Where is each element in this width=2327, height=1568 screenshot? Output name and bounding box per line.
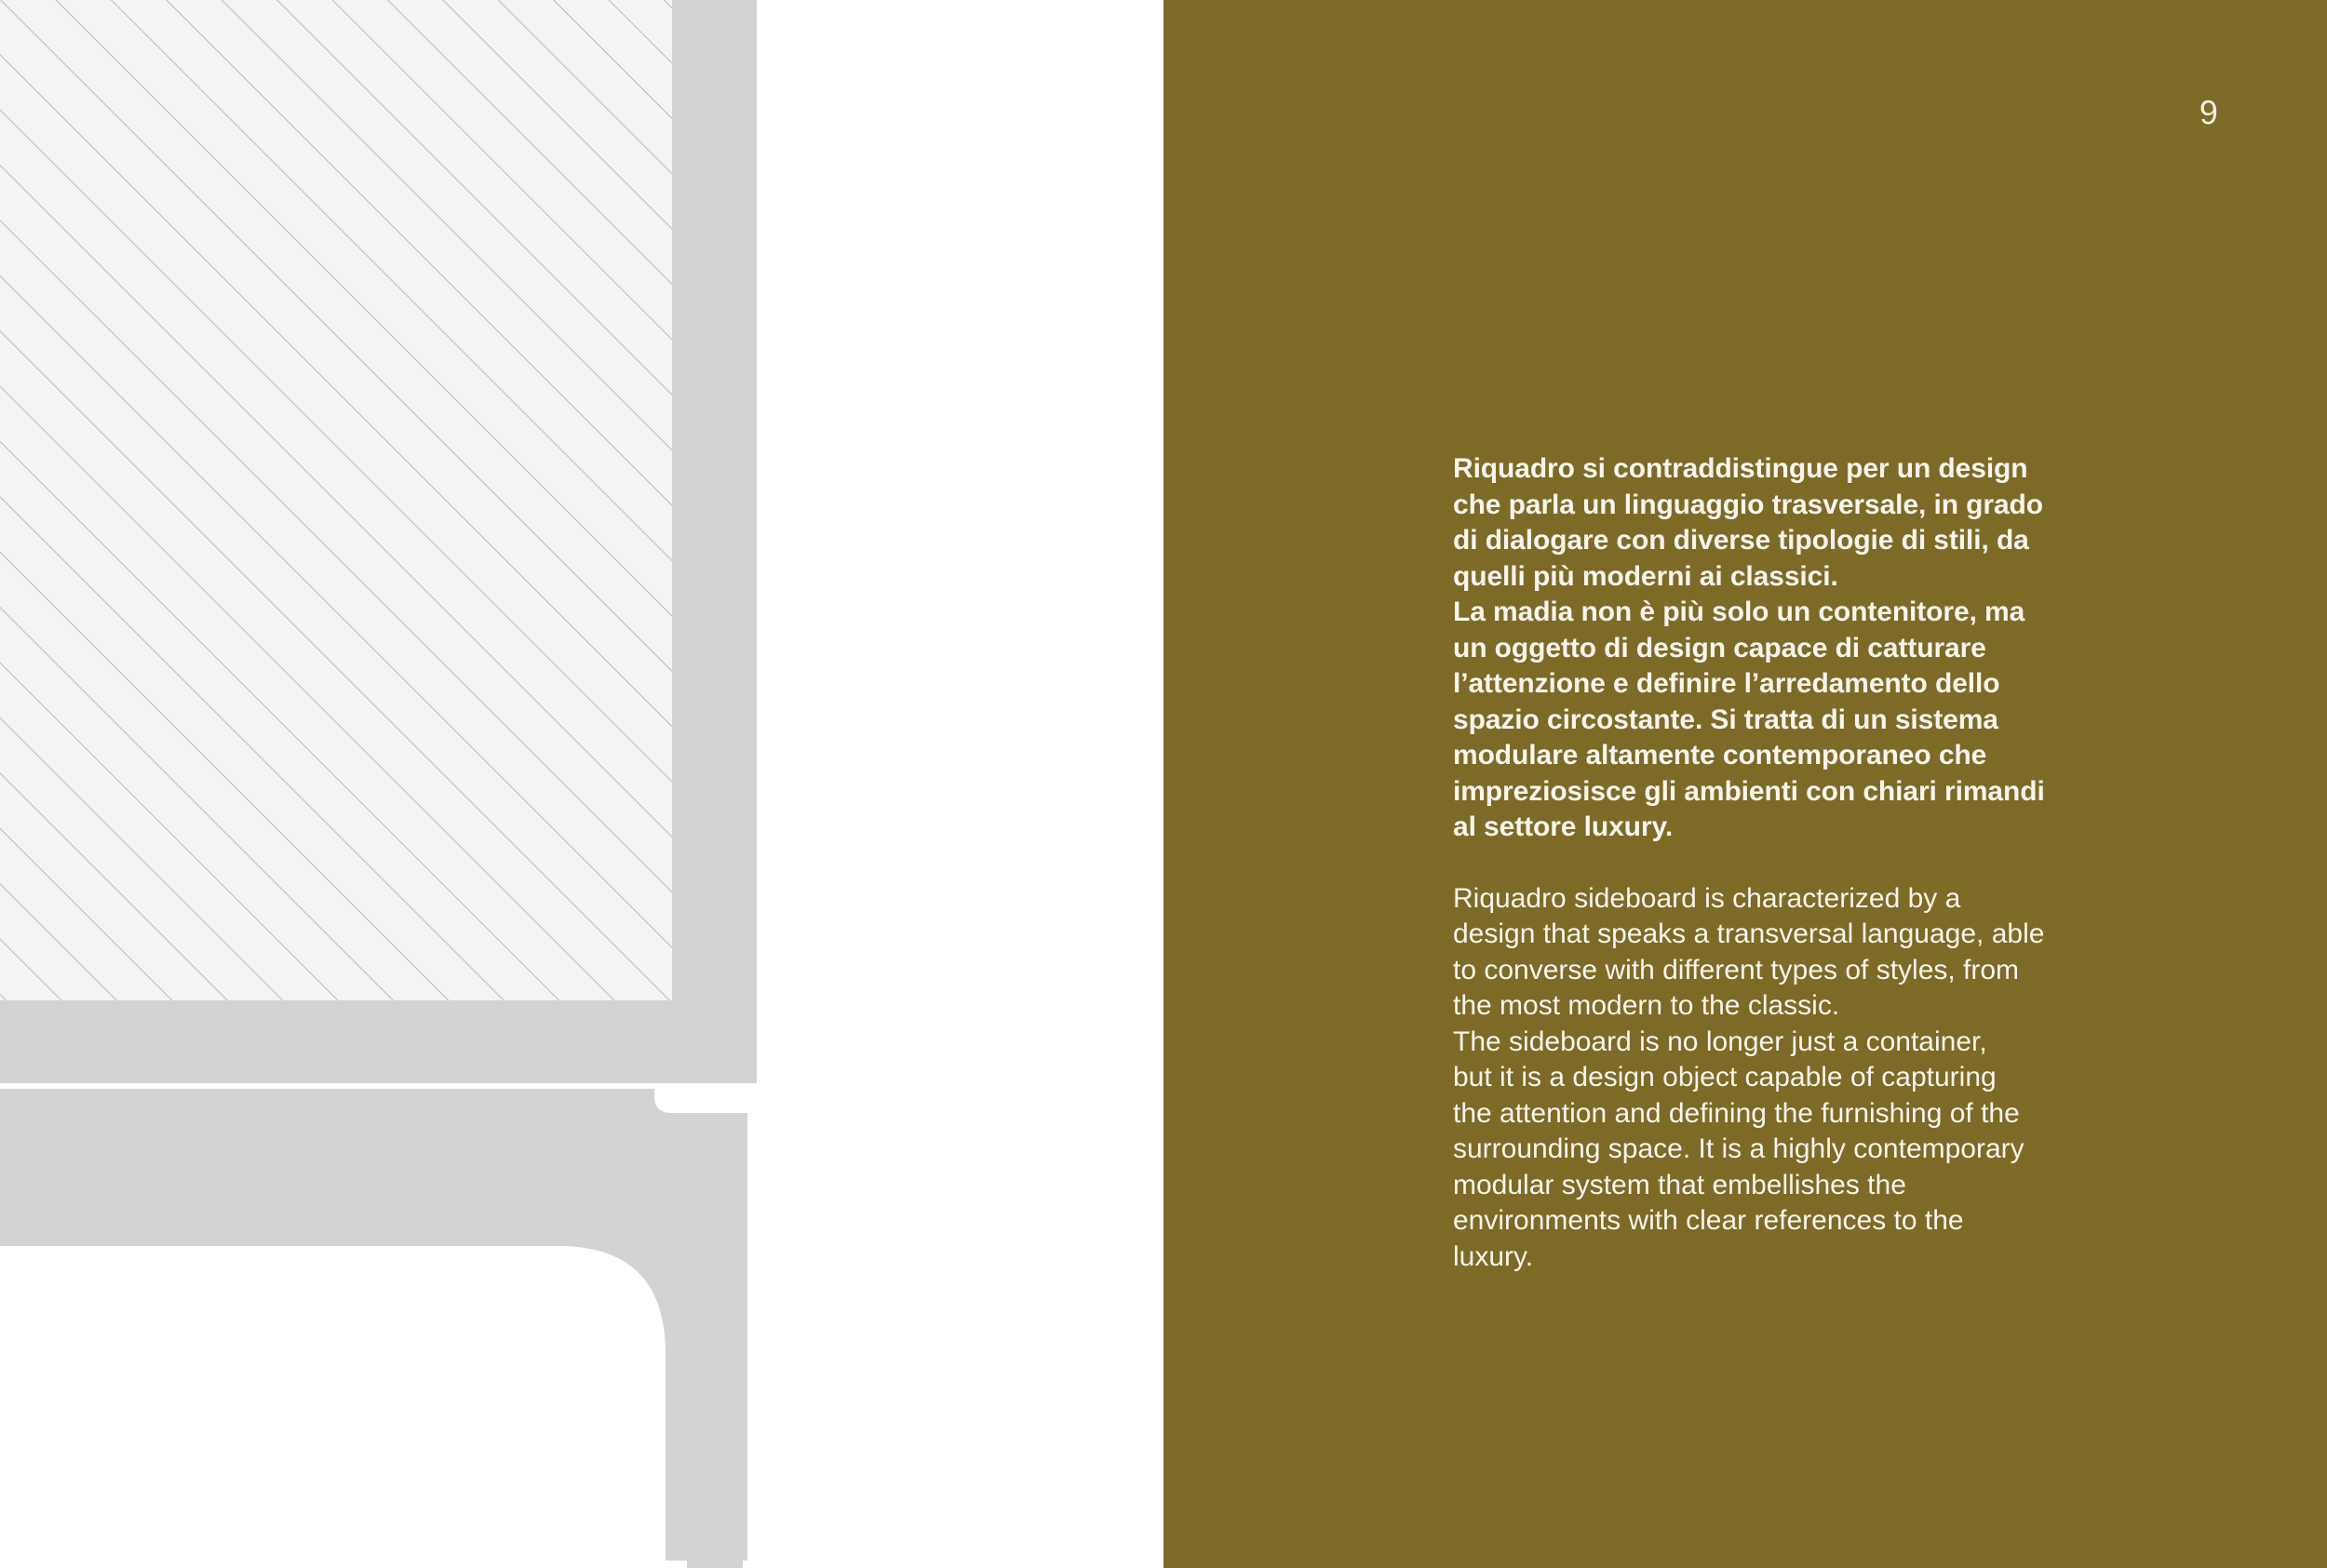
page-number: 6: [2199, 93, 2219, 131]
base-support-leg: [0, 1089, 747, 1568]
description-text-block: [1453, 451, 2095, 1275]
english-description: Riquadro sideboard is characterized by a design that speaks a transversal language, able to converse with different types of styles, from the most modern to the classic. The sideboard is no longer just a container, but it is a design object capable of capturing the attention and defining the furnishing of the surrounding space. It is a highly contemporary modular system that embellishes the environments with clear references to the luxury.: [1453, 882, 2045, 1272]
italian-description: Riquadro si contraddistingue per un design che parla un linguaggio trasversale, in grado di dialogare con diverse tipologie di stili, da quelli più moderni ai classici. La madia non è più solo un contenitore, ma un oggetto di design capace di catturare l’attenzione e definire l’arredamento dello spazio circostante. Si tratta di un sistema modulare altamente contemporaneo che impreziosisce gli ambienti con chiari rimandi al settore luxury.: [1453, 453, 2045, 842]
door-hatching: [0, 0, 672, 1000]
